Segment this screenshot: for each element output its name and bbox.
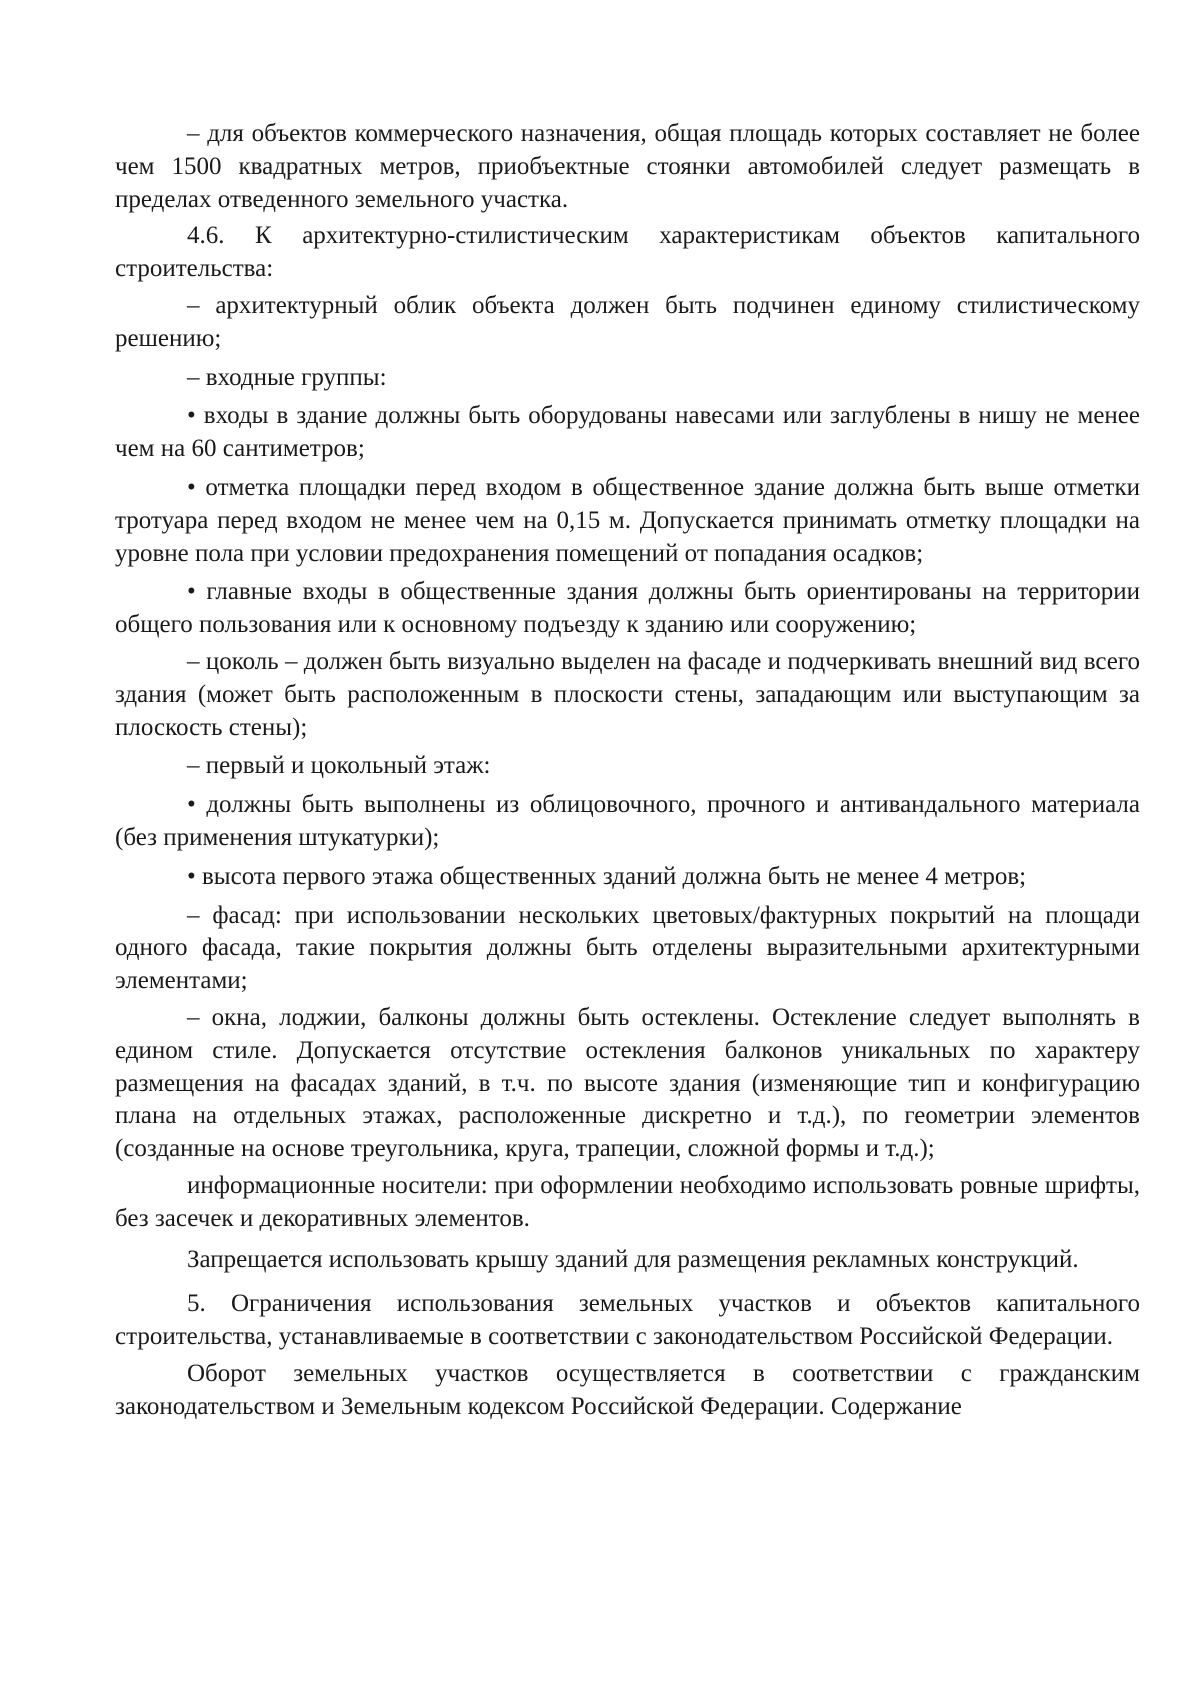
paragraph-commercial-parking: – для объектов коммерческого назначения, общая площадь которых составляет не более чем 1500 квадратных метров, приобъектные стоянки автомобилей следует размещать в пределах отведенного земельного участка. [115, 120, 1140, 213]
paragraph-section-4-6: 4.6. К архитектурно-стилистическим характеристикам объектов капитального строительства: [115, 222, 1140, 283]
paragraph-entrance-level: • отметка площадки перед входом в общественное здание должна быть выше отметки тротуара перед входом не менее чем на 0,15 м. Допускается принимать отметку площадки на уровне пола при условии предохранения помещений от попадания осадков; [115, 473, 1140, 567]
paragraph-ground-floor: – первый и цокольный этаж: [187, 752, 491, 780]
paragraph-information-signs: информационные носители: при оформлении необходимо использовать ровные шрифты, без засечек и декоративных элементов. [115, 1171, 1140, 1232]
paragraph-plinth: – цоколь – должен быть визуально выделен на фасаде и подчеркивать внешний вид всего здания (может быть расположенным в плоскости стены, западающим или выступающим за плоскость стены); [115, 647, 1140, 741]
paragraph-facing-material: • должны быть выполнены из облицовочного, прочного и антивандального материала (без применения штукатурки); [115, 791, 1140, 851]
paragraph-facade: – фасад: при использовании нескольких цветовых/фактурных покрытий на площади одного фасада, такие покрытия должны быть отделены выразительными архитектурными элементами; [115, 901, 1140, 995]
paragraph-entrance-canopies: • входы в здание должны быть оборудованы навесами или заглублены в нишу не менее чем на 60 сантиметров; [115, 402, 1140, 463]
paragraph-land-turnover: Оборот земельных участков осуществляется в соответствии с гражданским законодательством и Земельным кодексом Российской Федерации. Содержание [115, 1359, 1140, 1420]
document-page [115, 118, 1140, 1423]
paragraph-section-5-heading: 5. Ограничения использования земельных участков и объектов капитального строительства, устанавливаемые в соответствии с законодательством Российской Федерации. [115, 1290, 1140, 1351]
paragraph-roof-advertising: Запрещается использовать крышу зданий для размещения рекламных конструкций. [187, 1245, 1079, 1273]
paragraph-windows-glazing: – окна, лоджии, балконы должны быть остеклены. Остекление следует выполнять в едином стиле. Допускается отсутствие остекления балконов уникальных по характеру размещения на фасадах зданий, в т.ч. по высоте здания (изменяющие тип и конфигурацию плана на отдельных этажах, расположенные дискретно и т.д.), по геометрии элементов (созданные на основе треугольника, круга, трапеции, сложной формы и т.д.); [115, 1003, 1140, 1163]
paragraph-main-entrances: • главные входы в общественные здания должны быть ориентированы на территории общего пользования или к основному подъезду к зданию или сооружению; [115, 578, 1140, 639]
paragraph-entrance-groups: – входные группы: [187, 363, 387, 391]
paragraph-architectural-appearance: – архитектурный облик объекта должен быть подчинен единому стилистическому решению; [115, 291, 1140, 352]
paragraph-floor-height: • высота первого этажа общественных зданий должна быть не менее 4 метров; [187, 862, 1027, 890]
